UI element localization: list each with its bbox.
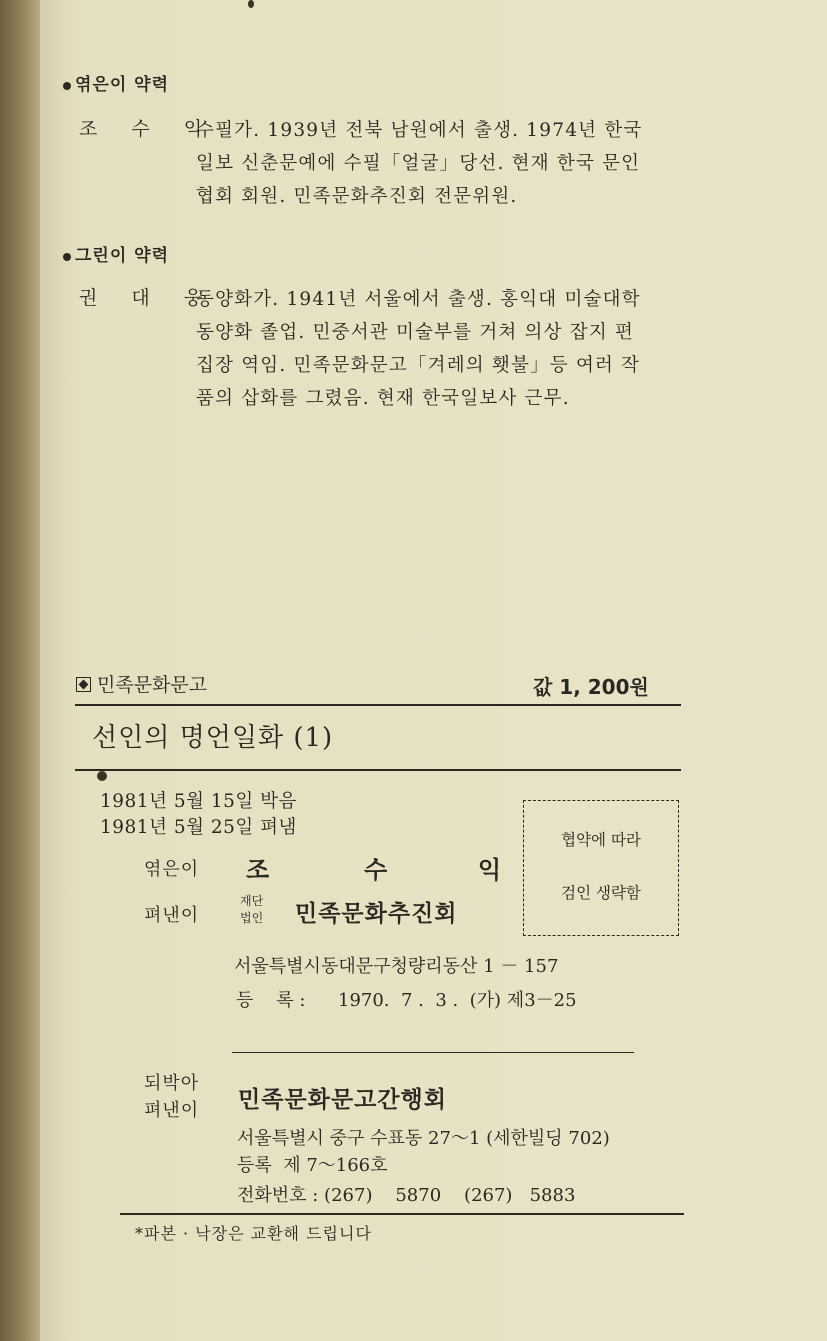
- reprint-address: 서울특별시 중구 수표동 27～1 (세한빌딩 702): [237, 1128, 610, 1149]
- editor-bio-line: 협회 회원. 민족문화추진회 전문위원.: [196, 186, 518, 207]
- illustrator-bio-line: 동양화 졸업. 민중서관 미술부를 거쳐 의상 잡지 편: [196, 322, 635, 343]
- illustrator-bio-heading: 그린이 약력: [63, 241, 169, 266]
- editor-label: 엮은이: [144, 859, 200, 880]
- publisher-name: 민족문화추진회: [295, 900, 458, 927]
- editor-name-char: 수: [364, 855, 388, 884]
- stamp-exemption-box: [523, 800, 679, 936]
- ink-speck: [248, 0, 254, 8]
- price: 값 1, 200원: [533, 675, 649, 699]
- reprint-publisher-name: 민족문화문고간행회: [238, 1086, 447, 1113]
- footnote: *파본 · 낙장은 교환해 드립니다: [135, 1224, 372, 1243]
- stamp-text: 검인 생략함: [561, 884, 641, 902]
- editor-name-char: 조: [246, 855, 270, 884]
- bullet-icon: [63, 82, 71, 90]
- editor-name-char: 익: [478, 855, 502, 884]
- bottom-rule: [120, 1213, 684, 1215]
- bullet-icon: [63, 253, 71, 261]
- ink-speck: [97, 771, 107, 781]
- illustrator-bio-name: 권 대 웅: [79, 287, 217, 309]
- publisher-type-bottom: 법인: [240, 911, 264, 925]
- registration-label: 등 록 :: [236, 990, 306, 1011]
- title-rule: [75, 769, 681, 771]
- diamond-box-icon: [76, 677, 91, 692]
- editor-bio-line: 수필가. 1939년 전북 남원에서 출생. 1974년 한국: [196, 120, 643, 141]
- reprint-registration: 등록 제 7～166호: [237, 1155, 388, 1176]
- book-title: 선인의 명언일화 (1): [92, 723, 334, 753]
- publish-date: 1981년 5월 25일 펴냄: [100, 817, 297, 838]
- editor-bio-heading: 엮은이 약력: [63, 70, 169, 95]
- reprint-label-line2: 펴낸이: [144, 1100, 200, 1121]
- stamp-text: 협약에 따라: [561, 831, 641, 849]
- phone-numbers: 전화번호 : (267) 5870 (267) 5883: [237, 1185, 576, 1206]
- illustrator-bio-line: 품의 삽화를 그렸음. 현재 한국일보사 근무.: [196, 388, 570, 409]
- series-name: 민족문화문고: [76, 670, 207, 697]
- publisher-address: 서울특별시동대문구청량리동산 1 － 157: [234, 956, 559, 977]
- top-rule: [75, 704, 681, 706]
- editor-bio-line: 일보 신춘문예에 수필「얼굴」당선. 현재 한국 문인: [196, 153, 641, 174]
- publisher-label: 펴낸이: [144, 905, 200, 926]
- registration-value: 1970. 7 . 3 . (가) 제3－25: [338, 990, 577, 1011]
- illustrator-bio-line: 동양화가. 1941년 서울에서 출생. 홍익대 미술대학: [196, 289, 641, 310]
- reprint-label-line1: 되박아: [144, 1073, 200, 1094]
- mid-rule: [232, 1052, 634, 1053]
- editor-bio-name: 조 수 익: [79, 118, 217, 140]
- illustrator-bio-line: 집장 역임. 민족문화문고「겨레의 횃불」등 여러 작: [196, 355, 641, 376]
- print-date: 1981년 5월 15일 박음: [100, 791, 297, 812]
- publisher-type-top: 재단: [240, 894, 264, 908]
